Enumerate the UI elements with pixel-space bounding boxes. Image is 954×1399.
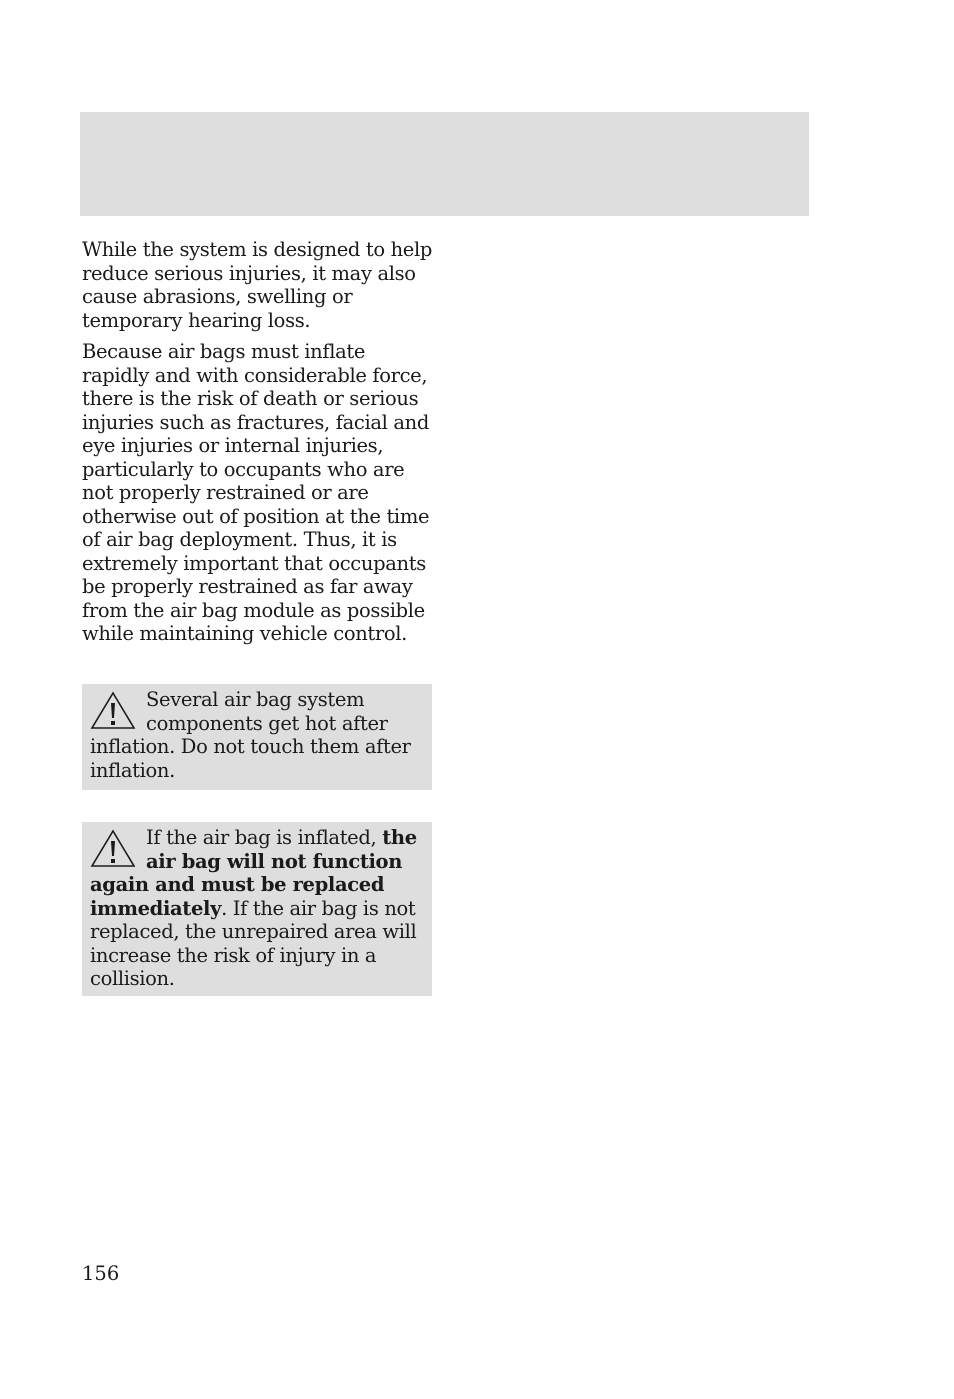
section-header-band [80, 112, 809, 216]
warning-box-replace-airbag [82, 822, 432, 996]
warning-text-rest: . If the air bag is not replaced, the unrepaired area will increase the risk of injury in a collision. [90, 896, 417, 990]
warning-text-intro: If the air bag is inflated, [146, 826, 383, 849]
warning-text-emphasis: the air bag will not function again and must be replaced immediately [90, 826, 417, 920]
page-number: 156 [82, 1262, 120, 1285]
warning-triangle-icon [89, 690, 137, 730]
body-text-column [82, 238, 432, 654]
warning-triangle-icon [89, 828, 137, 868]
warning-text: Several air bag system components get hot after inflation. Do not touch them after inflation. [90, 688, 411, 782]
warning-box-hot-components [82, 684, 432, 790]
body-paragraph-2: Because air bags must inflate rapidly and with considerable force, there is the risk of death or serious injuries such as fractures, facial and eye injuries or internal injuries, particularly to occupants who are not properly restrained or are otherwise out of position at the time of air bag deployment. Thus, it is extremely important that occupants be properly restrained as far away from the air bag module as possible while maintaining vehicle control. [82, 340, 430, 645]
body-paragraph-1: While the system is designed to help reduce serious injuries, it may also cause abrasions, swelling or temporary hearing loss. [82, 238, 433, 332]
